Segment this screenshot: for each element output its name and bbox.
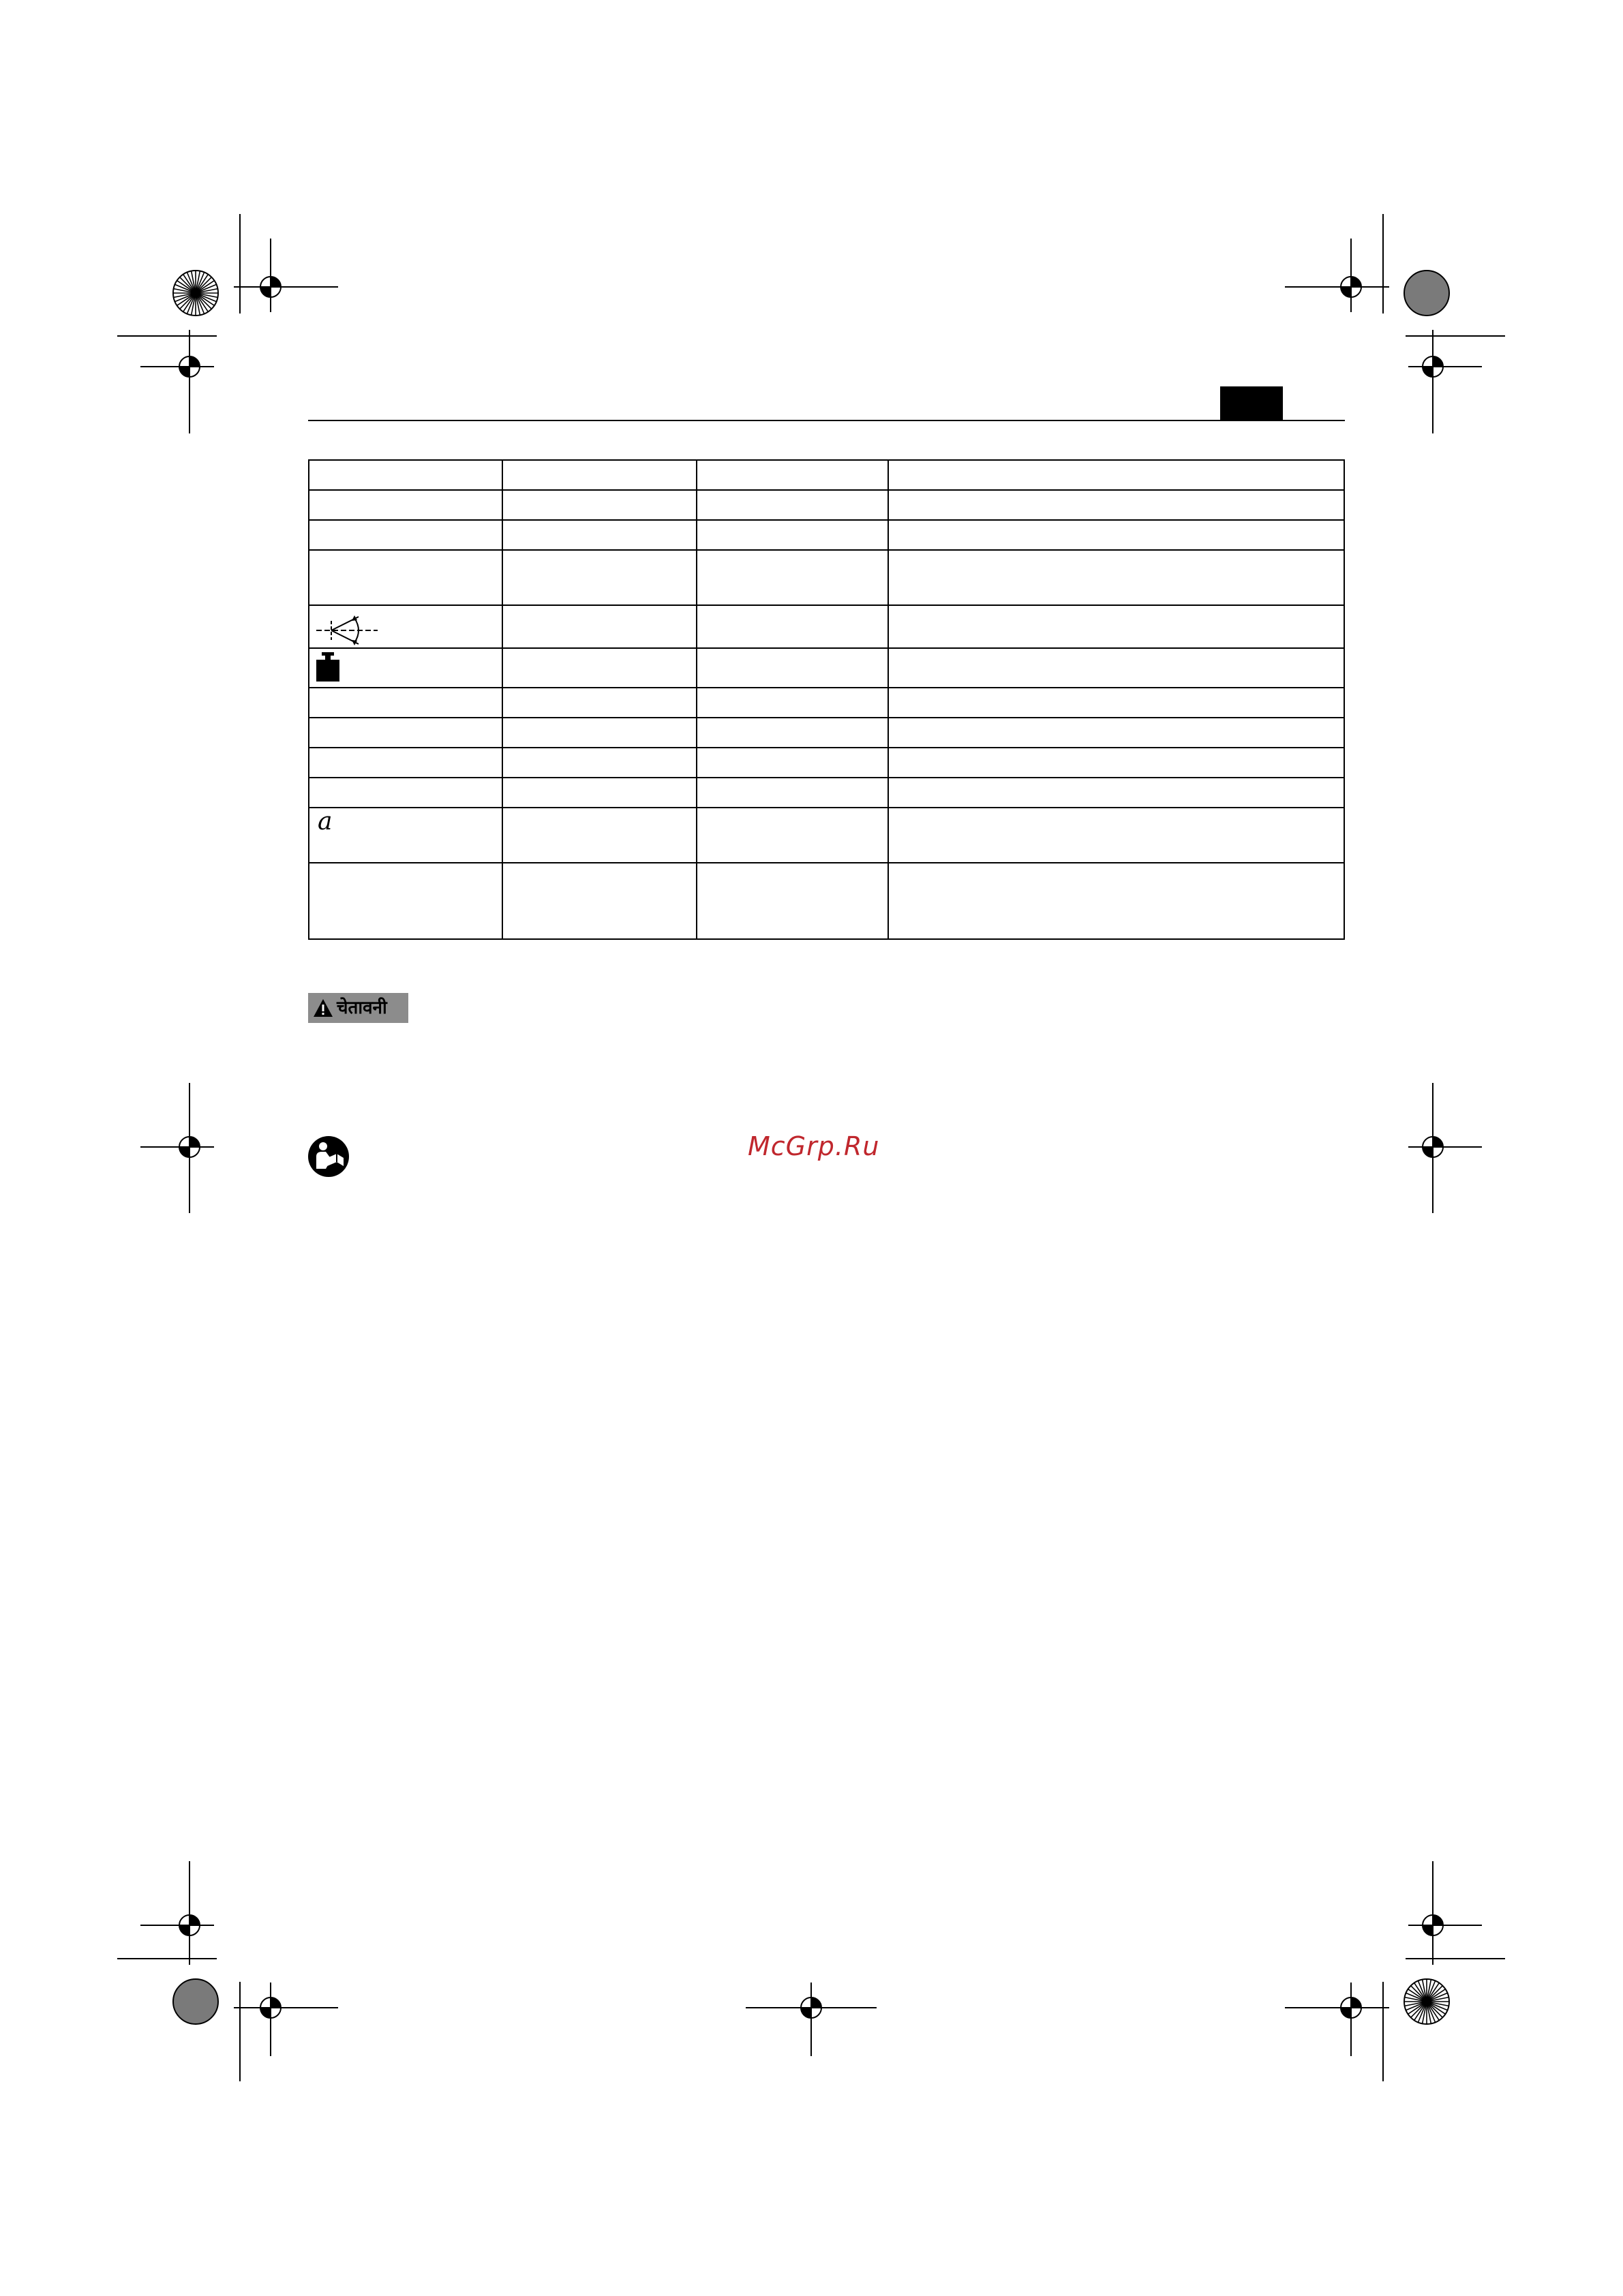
table-row [309,460,1344,490]
warning-triangle-icon [312,998,334,1018]
table-row [309,648,1344,688]
header-rule [308,420,1345,421]
table-row [309,748,1344,778]
watermark-text: McGrp.Ru [748,1131,880,1161]
weight-symbol-icon [309,649,350,687]
table-row [309,550,1344,605]
warning-label: चेतावनी [337,998,387,1018]
table-row [309,605,1344,648]
angle-symbol-icon [309,606,384,647]
technical-data-table [308,459,1345,940]
table-row [309,778,1344,808]
read-manual-icon [307,1135,350,1178]
table-row [309,808,1344,863]
warning-badge [308,993,408,1023]
table-row [309,490,1344,520]
table-row [309,863,1344,939]
table-row [309,520,1344,550]
table-row [309,688,1344,718]
acceleration-symbol: a [318,808,333,836]
language-tab-block [1220,386,1283,420]
table-row [309,718,1344,748]
